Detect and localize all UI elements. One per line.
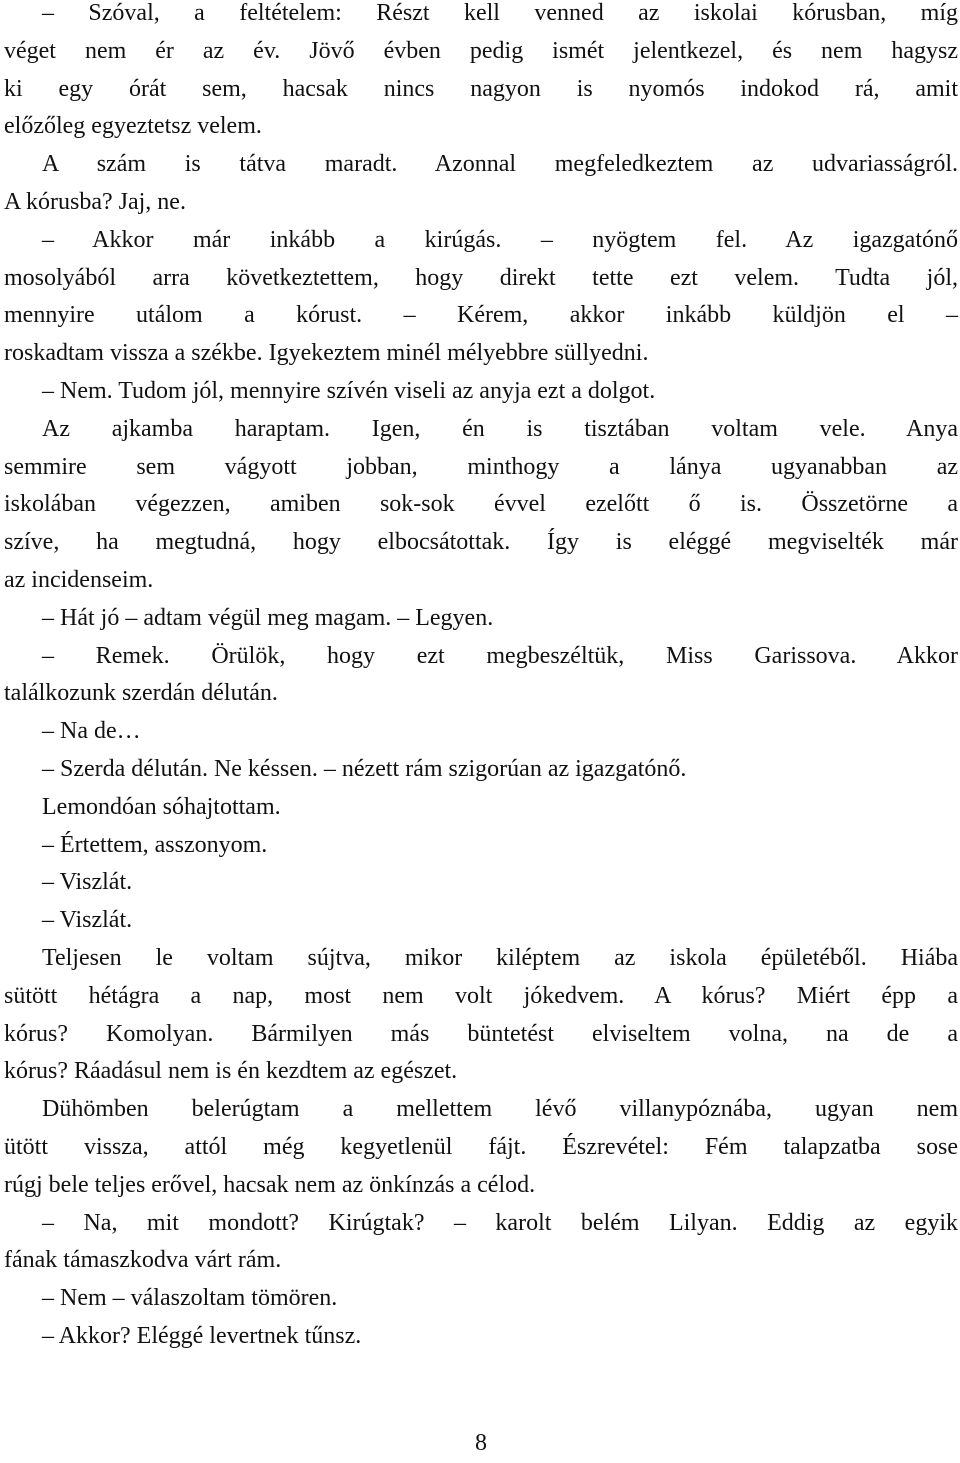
text-line: Teljesen le voltam sújtva, mikor kiléptem az iskola épületéből. Hiába	[42, 944, 958, 971]
text-line: – Nem. Tudom jól, mennyire szívén viseli az anyja ezt a dolgot.	[42, 377, 656, 404]
text-line: roskadtam vissza a székbe. Igyekeztem minél mélyebbre süllyedni.	[4, 340, 649, 367]
text-line: szíve, ha megtudná, hogy elbocsátottak. Így is eléggé megviselték már	[4, 529, 958, 556]
text-line: A szám is tátva maradt. Azonnal megfeledkeztem az udvariasságról.	[42, 151, 958, 178]
text-line: – Szerda délután. Ne késsen. – nézett rám szigorúan az igazgatónő.	[42, 755, 687, 782]
text-line: – Akkor? Eléggé levertnek tűnsz.	[42, 1322, 362, 1349]
text-line: semmire sem vágyott jobban, minthogy a lánya ugyanabban az	[4, 453, 958, 480]
text-line: az incidenseim.	[4, 566, 154, 593]
text-line: – Szóval, a feltételem: Részt kell venned az iskolai kórusban, míg	[42, 0, 958, 26]
text-line: sütött hétágra a nap, most nem volt jókedvem. A kórus? Miért épp a	[4, 982, 958, 1009]
document-page	[4, 0, 958, 1456]
text-line: előzőleg egyeztetsz velem.	[4, 113, 262, 140]
text-line: – Nem – válaszoltam tömören.	[42, 1285, 338, 1312]
text-line: – Na, mit mondott? Kirúgtak? – karolt belém Lilyan. Eddig az egyik	[42, 1209, 958, 1236]
text-line: – Értettem, asszonyom.	[42, 831, 268, 858]
text-line: – Viszlát.	[42, 869, 133, 896]
text-line: Dühömben belerúgtam a mellettem lévő villanypóznába, ugyan nem	[42, 1096, 958, 1123]
text-line: iskolában végezzen, amiben sok-sok évvel ezelőtt ő is. Összetörne a	[4, 491, 958, 518]
text-line: – Hát jó – adtam végül meg magam. – Legyen.	[42, 604, 494, 631]
text-line: kórus? Ráadásul nem is én kezdtem az egészet.	[4, 1058, 458, 1085]
text-line: mosolyából arra következtettem, hogy direkt tette ezt velem. Tudta jól,	[4, 264, 958, 291]
text-line: – Na de…	[42, 718, 141, 745]
text-line: véget nem ér az év. Jövő évben pedig ismét jelentkezel, és nem hagysz	[4, 37, 958, 64]
text-line: Az ajkamba haraptam. Igen, én is tisztában voltam vele. Anya	[42, 415, 958, 442]
text-line: mennyire utálom a kórust. – Kérem, akkor inkább küldjön el –	[4, 302, 958, 329]
text-line: – Viszlát.	[42, 907, 133, 934]
body-text	[4, 0, 958, 1356]
text-line: találkozunk szerdán délután.	[4, 680, 278, 707]
text-line: A kórusba? Jaj, ne.	[4, 188, 186, 215]
text-line: ütött vissza, attól még kegyetlenül fájt. Észrevétel: Fém talapzatba sose	[4, 1133, 958, 1160]
text-line: – Remek. Örülök, hogy ezt megbeszéltük, Miss Garissova. Akkor	[42, 642, 958, 669]
text-line: ki egy órát sem, hacsak nincs nagyon is nyomós indokod rá, amit	[4, 75, 958, 102]
text-line: kórus? Komolyan. Bármilyen más büntetést elviseltem volna, na de a	[4, 1020, 958, 1047]
text-line: rúgj bele teljes erővel, hacsak nem az önkínzás a célod.	[4, 1171, 536, 1198]
page-number: 8	[475, 1430, 487, 1456]
text-line: Lemondóan sóhajtottam.	[42, 793, 281, 820]
text-line: fának támaszkodva várt rám.	[4, 1247, 282, 1274]
text-line: – Akkor már inkább a kirúgás. – nyögtem fel. Az igazgatónő	[42, 226, 958, 253]
